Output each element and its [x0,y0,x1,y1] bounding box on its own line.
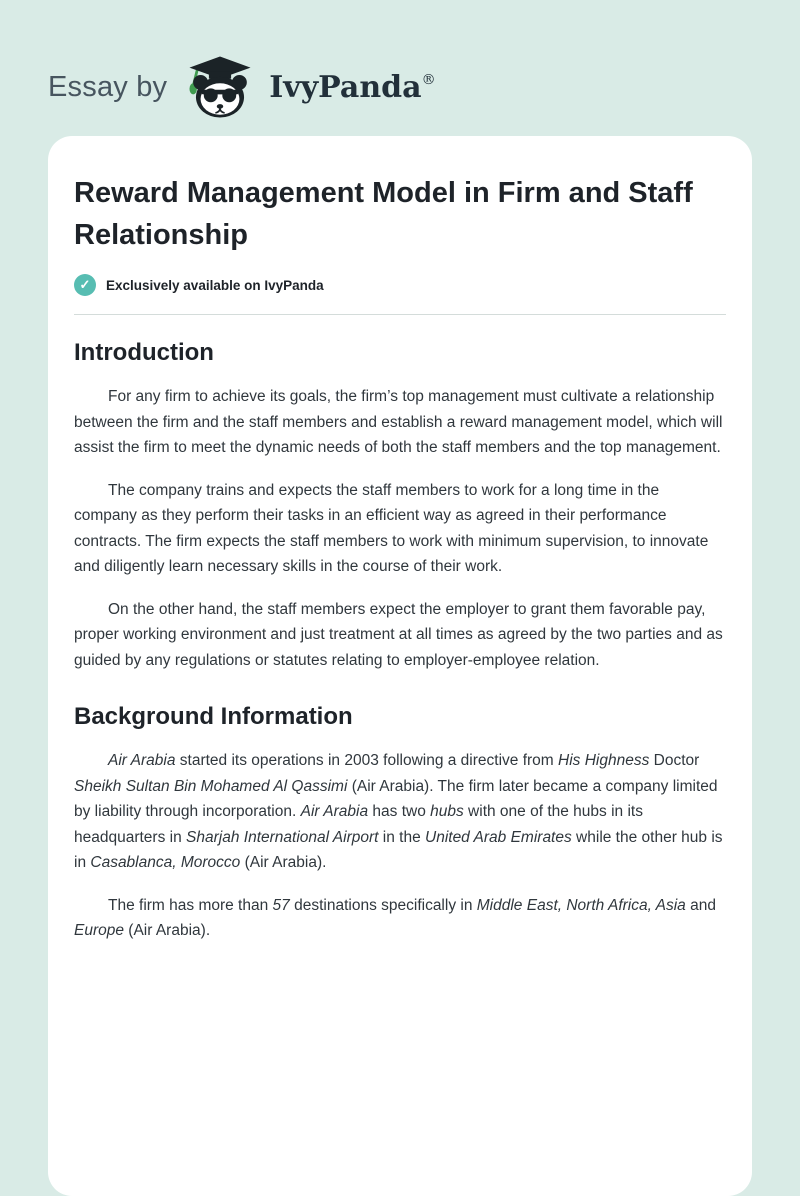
check-icon: ✓ [74,274,96,296]
essay-title: Reward Management Model in Firm and Staff Relationship [74,177,693,252]
section-heading-introduction: Introduction [74,339,214,367]
essay-by-label: Essay by [48,70,168,103]
intro-paragraph-3: On the other hand, the staff members expect the employer to grant them favorable pay, proper working environment and just treatment at all times as agreed by the two parties and as guided by any regulations or statutes relating to employer-employee relation. [74,600,723,669]
section-heading-background: Background Information [74,703,353,731]
intro-paragraph-2: The company trains and expects the staff members to work for a long time in the company as they perform their tasks in an efficient way as agreed in their performance contracts. The firm expects the staff members to work with minimum supervision, to innovate and diligently learn necessary skills in the course of their work. [74,481,709,576]
essay-card [48,136,752,1196]
intro-paragraph-1: For any firm to achieve its goals, the firm’s top management must cultivate a relationship between the firm and the staff members and establish a reward management model, which will assist the firm to meet the dynamic needs of both the staff members and the top management. [74,388,723,457]
background-paragraph-2: The firm has more than 57 destinations specifically in Middle East, North Africa, Asia and Europe (Air Arabia). [74,896,716,940]
registered-mark: ® [421,71,436,88]
availability-badge [74,274,726,296]
brand-wordmark[interactable] [269,70,435,105]
background-paragraph-1: Air Arabia started its operations in 2003 following a directive from His Highness Doctor Sheikh Sultan Bin Mohamed Al Qassimi (Air Arabia). The firm later became a company limited by liability through incorporation. Air Arabia has two hubs with one of the hubs in its headquarters in Sharjah International Airport in the United Arab Emirates while the other hub is in Casablanca, Morocco (Air Arabia). [74,752,723,872]
ivypanda-panda-logo-icon[interactable] [183,54,257,120]
availability-badge-text: Exclusively available on IvyPanda [106,277,324,293]
site-header [0,0,800,136]
brand-name: IvyPanda [269,69,422,105]
divider [74,314,726,315]
